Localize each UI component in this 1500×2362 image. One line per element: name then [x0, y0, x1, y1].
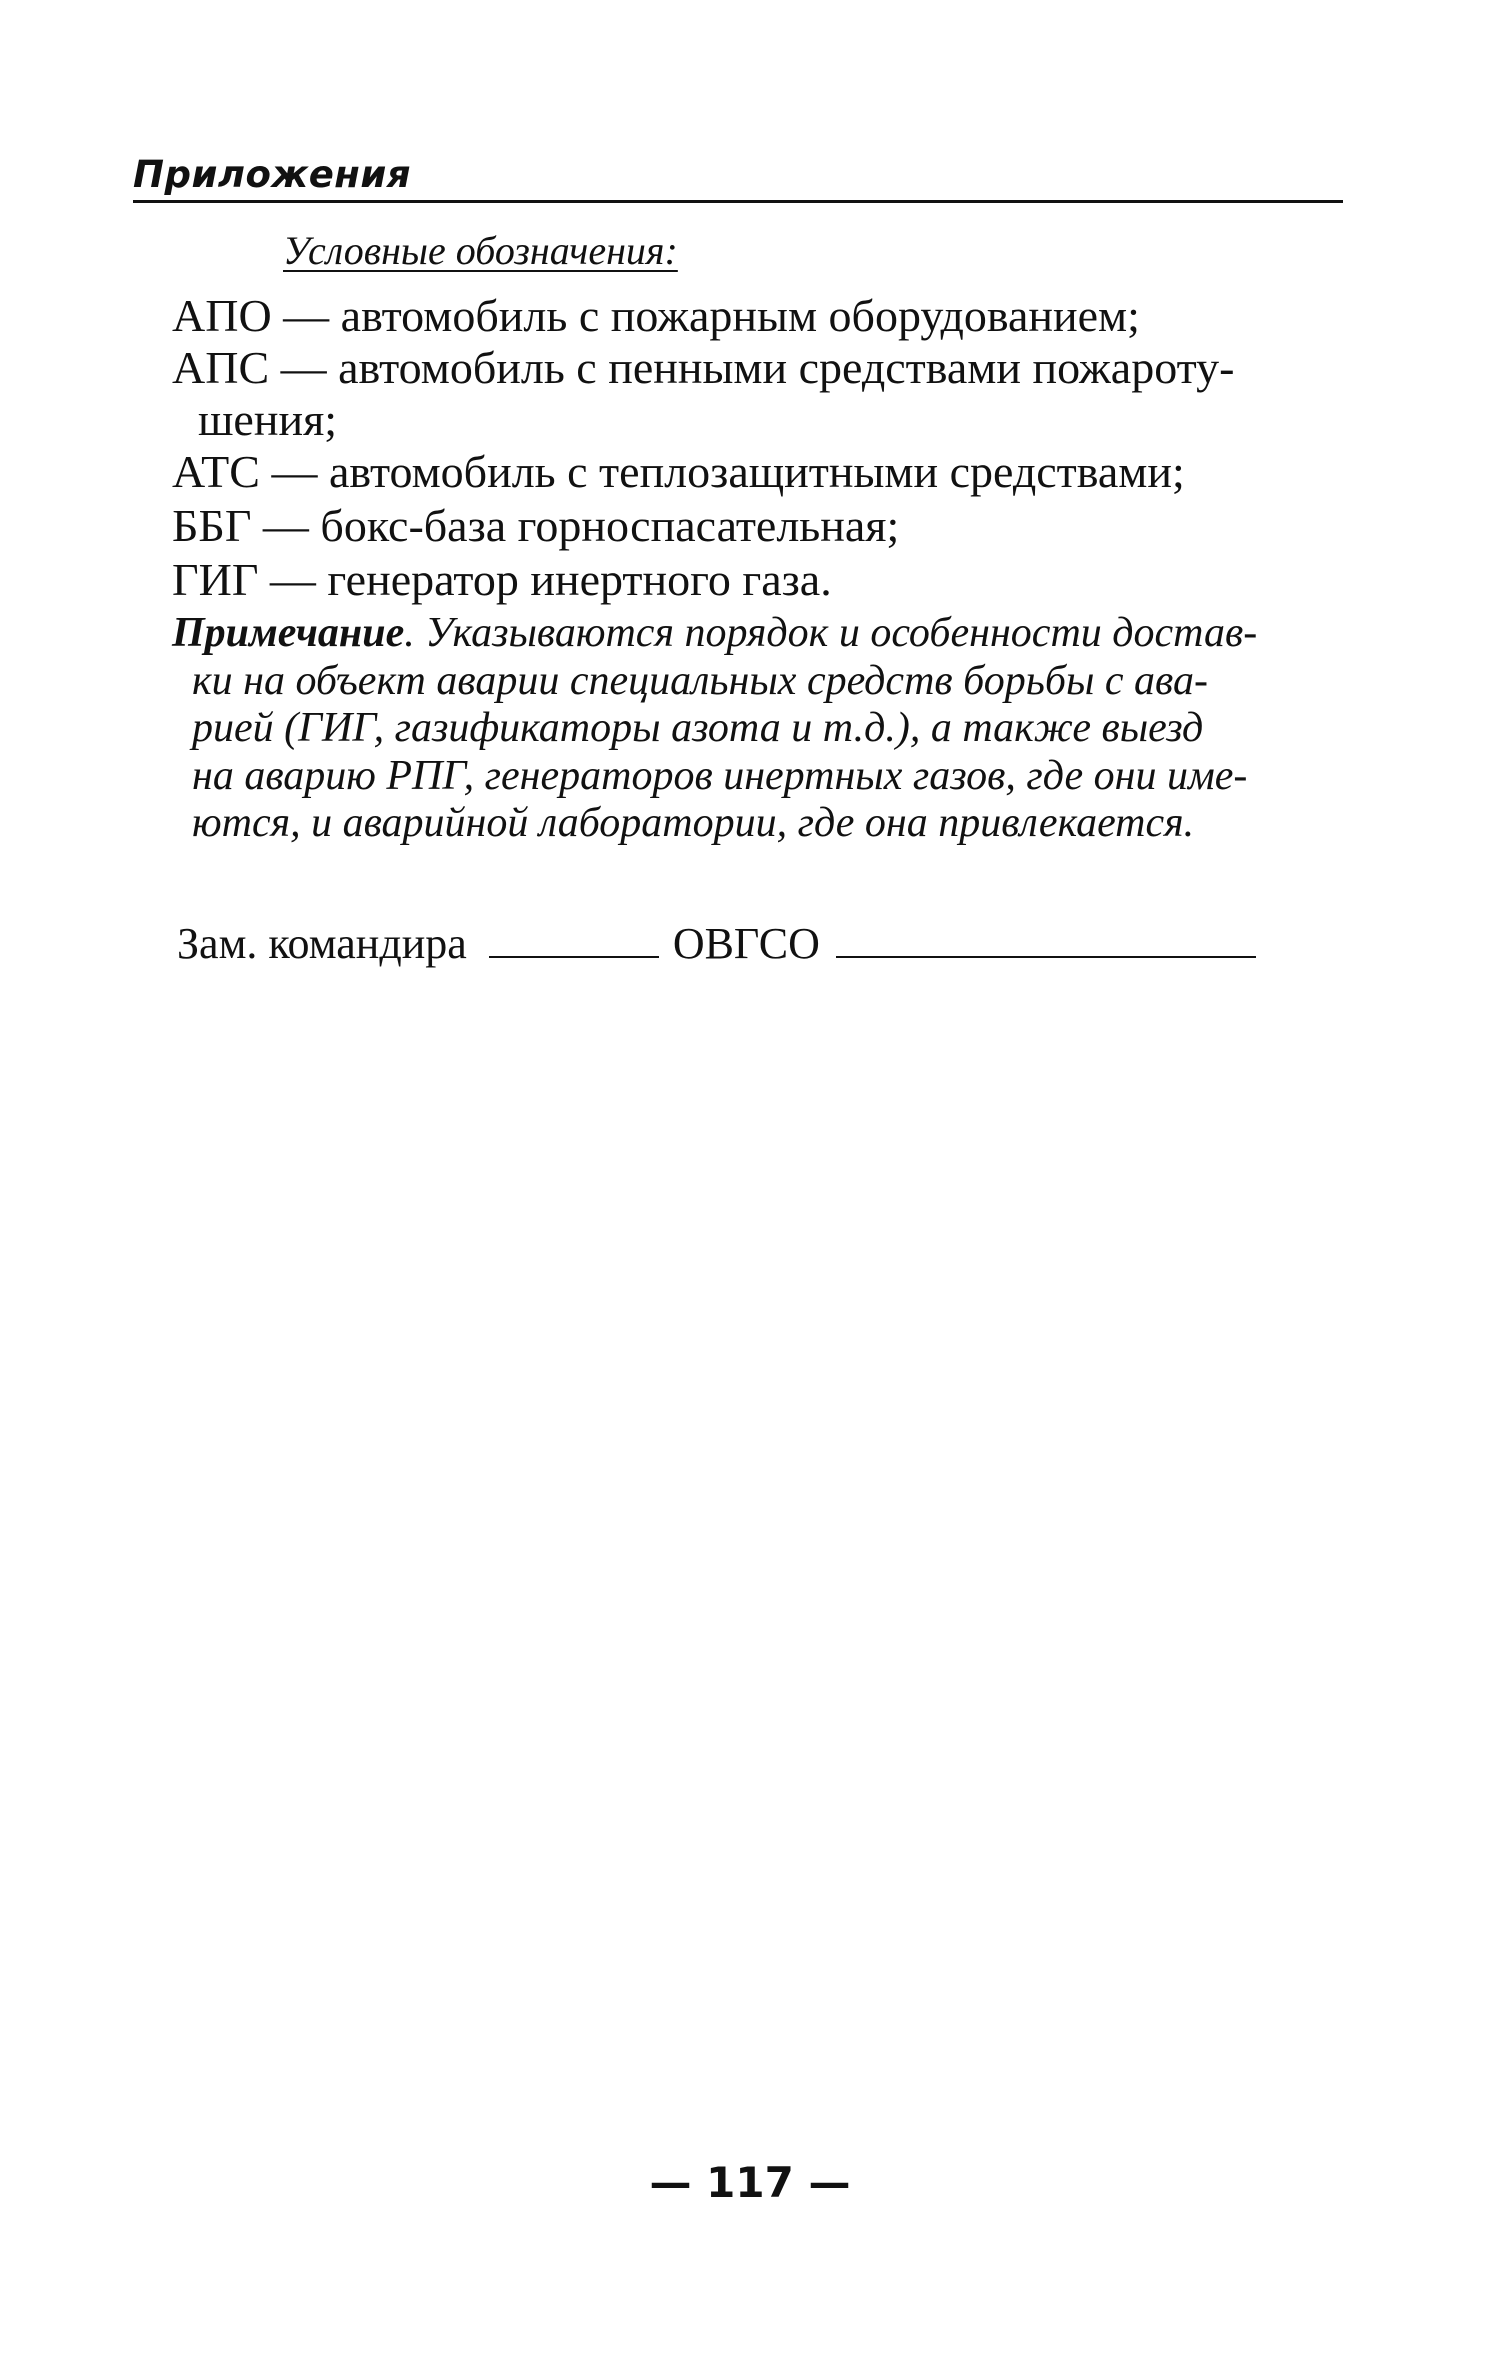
note-paragraph: [172, 610, 1362, 848]
legend-item: [172, 554, 1366, 606]
note-line: ки на объект аварии специальных средств борьбы с ава-: [192, 657, 1208, 704]
legend-item-continuation: шения;: [198, 394, 338, 445]
note-first-line-text: . Указываются порядок и особенности достав-: [404, 610, 1258, 656]
note-label: Примечание: [172, 610, 405, 656]
legend-item: [172, 500, 1366, 552]
note-first-line: [172, 610, 1362, 658]
note-line: на аварию РПГ, генераторов инертных газов, где они име-: [192, 752, 1248, 799]
signature-organization: ОВГСО: [672, 919, 820, 968]
legend-item-text: ГИГ — генератор инертного газа.: [172, 554, 832, 605]
legend-item: [172, 446, 1366, 498]
signature-blank-short: [489, 920, 659, 958]
signature-label: Зам. командира: [177, 919, 467, 968]
legend-item-text: АТС — автомобиль с теплозащитными средствами;: [172, 446, 1185, 497]
running-head: [133, 150, 1343, 203]
note-line: рией (ГИГ, газификаторы азота и т.д.), а также выезд: [192, 705, 1204, 751]
legend-item-text: АПО — автомобиль с пожарным оборудованием;: [172, 290, 1140, 341]
section-title: Приложения: [133, 153, 412, 196]
page-number: — 117 —: [649, 2158, 851, 2207]
signature-line: [177, 918, 1256, 969]
legend-item: [172, 342, 1366, 446]
signature-blank-long: [836, 920, 1256, 958]
legend-item-text: ББГ — бокс-база горноспасательная;: [172, 500, 900, 551]
legend-item: [172, 290, 1366, 342]
legend-item-text: АПС — автомобиль с пенными средствами пожароту-: [172, 342, 1235, 393]
legend-title: Условные обозначения:: [283, 228, 678, 273]
note-line: ются, и аварийной лаборатории, где она привлекается.: [192, 800, 1195, 846]
